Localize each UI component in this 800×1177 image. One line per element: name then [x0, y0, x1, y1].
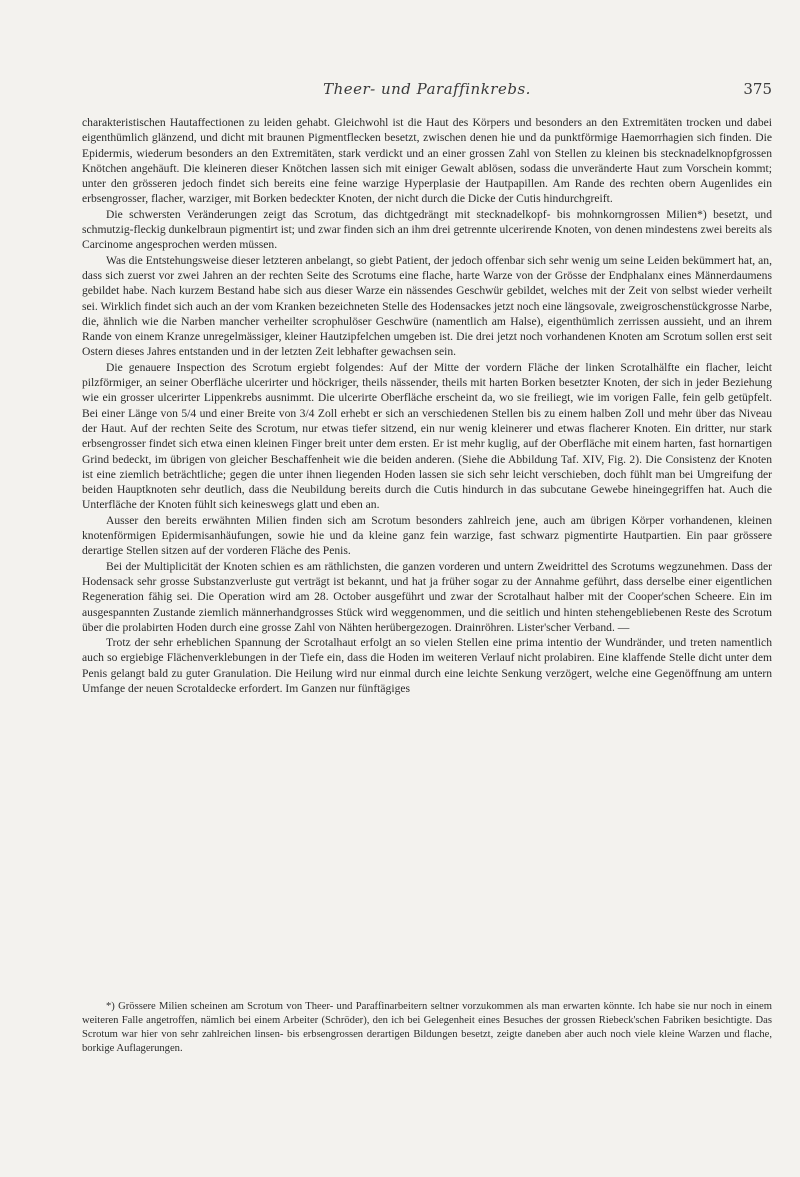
page-header	[82, 80, 772, 104]
paragraph: charakteristischen Hautaffectionen zu leiden gehabt. Gleichwohl ist die Haut des Körpers und besonders an den Extremitäten trocken und dabei eigenthümlich glänzend, und dicht mit braunen Pigmentflecken besetzt, zwischen denen hie und da punktförmige Haemorrhagien sich finden. Die Epidermis, wiederum besonders an den Extremitäten, stark verdickt und an einer grossen Zahl von Stellen zu kleinen bis stecknadelknopfgrossen Knötchen angehäuft. Die kleineren dieser Knötchen lassen sich mit einiger Gewalt ablösen, sodass die unveränderte Haut zum Vorschein kommt; unter den grösseren jedoch findet sich bereits eine feine warzige Hyperplasie der Hautpapillen. Am Rande des rechten obern Augenlides ein erbsengrosser, flacher, warziger, mit Borken bedeckter Knoten, der nicht durch die Dicke der Cutis hindurchgreift.	[82, 116, 772, 206]
paragraph: Was die Entstehungsweise dieser letzteren anbelangt, so giebt Patient, der jedoch offenbar sich sehr wenig um seine Leiden bekümmert hat, an, dass sich zuerst vor zwei Jahren an der rechten Seite des Scrotums eine flache, harte Warze von der Grösse der Endphalanx eines Männerdaumens gebildet habe. Nach kurzem Bestand habe sich aus dieser Warze ein nässendes Geschwür gebildet, welches mit der Zeit von selbst wieder verheilt sei. Wirklich findet sich auch an der vom Kranken bezeichneten Stelle des Hodensackes jetzt noch eine längsovale, zweigroschenstückgrosse Narbe, die, ähnlich wie die Narben mancher verheilter scrophulöser Geschwüre (namentlich am Halse), eigenthümlich zerrissen aussieht, und an ihrem Rande von einem Kranze unregelmässiger, kleiner Hautzipfelchen umgeben ist. Die drei jetzt noch vorhandenen Knoten am Scrotum sollen erst seit Ostern dieses Jahres entstanden und in der letzten Zeit lebhafter gewachsen sein.	[82, 253, 772, 359]
body-text	[82, 115, 772, 696]
footnote	[82, 1000, 772, 1056]
paragraph: Die genauere Inspection des Scrotum ergiebt folgendes: Auf der Mitte der vordern Fläche der linken Scrotalhälfte ein flacher, leicht pilzförmiger, an seiner Oberfläche ulcerirter und höckriger, theils nässender, theils mit harten Borken besetzter Knoten, der sich in jeder Beziehung wie ein grosser ulcerirter Lippenkrebs ausnimmt. Die ulcerirte Oberfläche erscheint da, wo sie freiliegt, wie im vorigen Falle, fein gelb getüpfelt. Bei einer Länge von 5/4 und einer Breite von 3/4 Zoll erhebt er sich an verschiedenen Stellen bis zu einem halben Zoll und mehr über das Niveau der Haut. Auf der rechten Seite des Scrotum, nur etwas tiefer sitzend, ein nur wenig kleinerer und etwas flacherer Knoten. Ein dritter, nur stark erbsengrosser findet sich etwa einen kleinen Finger breit unter dem ersten. Er ist mehr kuglig, auf der Oberfläche mit einem harten, fast hornartigen Grind bedeckt, im übrigen von gleicher Beschaffenheit wie die beiden anderen. (Siehe die Abbildung Taf. XIV, Fig. 2). Die Consistenz der Knoten ist eine ziemlich beträchtliche; gegen die unter ihnen liegenden Hoden lassen sie sich sehr leicht verschieben, doch fühlt man bei Umgreifung der beiden Hauptknoten sehr deutlich, dass die Neubildung bereits durch die Cutis hindurch in das subcutane Gewebe hineingegriffen hat. Auch die Unterfläche der Knoten fühlt sich keineswegs glatt und eben an.	[82, 360, 772, 512]
paragraph: Trotz der sehr erheblichen Spannung der Scrotalhaut erfolgt an so vielen Stellen eine prima intentio der Wundränder, und treten namentlich auch so ergiebige Flächenverklebungen in der Tiefe ein, dass die Hoden im weiteren Verlauf nicht prolabiren. Eine klaffende Stelle dicht unter dem Penis gelangt bald zu guter Granulation. Die Heilung wird nur einmal durch eine leichte Senkung verzögert, welche eine Gegenöffnung am untern Umfange der neuen Scrotaldecke erfordert. Im Ganzen nur fünftägiges	[82, 636, 772, 695]
running-title: Theer- und Paraffinkrebs.	[323, 80, 531, 98]
paragraph: Bei der Multiplicität der Knoten schien es am räthlichsten, die ganzen vorderen und untern Zweidrittel des Scrotums wegzunehmen. Dass der Hodensack sehr grosse Substanzverluste gut verträgt ist bekannt, und hat ja früher sogar zu der Annahme geführt, dass derselbe einer eigentlichen Regeneration fähig sei. Die Operation wird am 28. October ausgeführt und zwar der Scrotalhaut halber mit der Cooper'schen Scheere. Ein im ausgespannten Zustande ziemlich männerhandgrosses Stück wird weggenommen, und die seitlich und hinten stehengebliebenen Reste des Scrotum über die prolabirten Hoden durch eine grosse Zahl von Nähten herübergezogen. Drainröhren. Lister'scher Verband. —	[82, 559, 772, 634]
page-number: 375	[743, 80, 772, 98]
paragraph: Die schwersten Veränderungen zeigt das Scrotum, das dichtgedrängt mit stecknadelkopf- bis mohnkorngrossen Milien*) besetzt, und schmutzig-fleckig dunkelbraun pigmentirt ist; und zwar finden sich an ihm drei getrennte ulcerirende Knoten, von denen mindestens zwei bereits als Carcinome angesprochen werden müssen.	[82, 207, 772, 252]
paragraph: Ausser den bereits erwähnten Milien finden sich am Scrotum besonders zahlreich jene, auch am übrigen Körper vorhandenen, kleinen knotenförmigen Epidermisanhäufungen, sowie hie und da kleine ganz fein warzige, fast schwarz pigmentirte Hautpartien. Ein paar grössere derartige Stellen sitzen auf der vorderen Fläche des Penis.	[82, 513, 772, 558]
footnote-text: *) Grössere Milien scheinen am Scrotum von Theer- und Paraffinarbeitern seltner vorzukommen als man erwarten könnte. Ich habe sie nur noch in einem weiteren Falle angetroffen, nämlich bei einem Arbeiter (Schröder), den ich bei Gelegenheit eines Besuches der grossen Riebeck'schen Fabriken besichtigte. Das Scrotum war hier von sehr zahlreichen linsen- bis erbsengrossen derartigen Bildungen besetzt, zeigte daneben aber auch noch viele kleine Warzen und flache, borkige Auflagerungen.	[82, 1001, 772, 1054]
